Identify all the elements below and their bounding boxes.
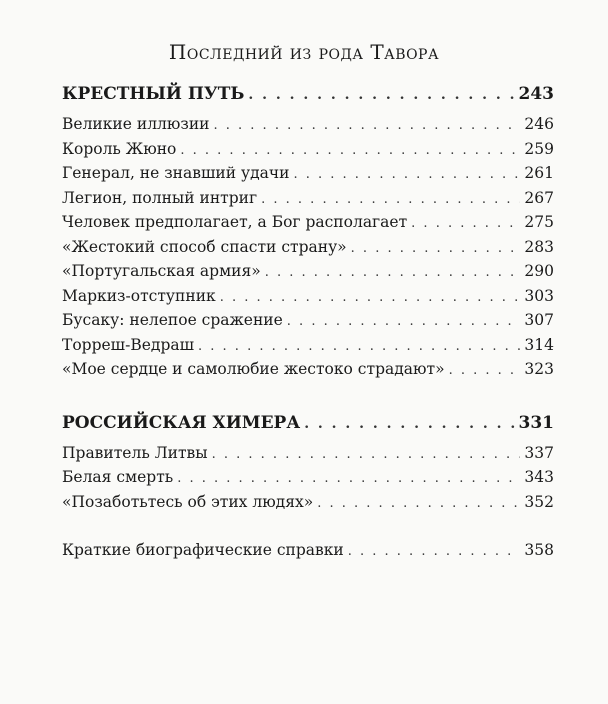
- toc-leader-dots: [265, 265, 521, 280]
- toc-leader-dots: [351, 241, 521, 256]
- toc-leader-dots: [212, 447, 521, 462]
- toc-page-number: 323: [524, 360, 554, 378]
- toc-part-2: [62, 413, 554, 441]
- toc-leader-dots: [304, 416, 514, 432]
- toc-entry-title: Король Жюно: [62, 139, 177, 158]
- toc-entry: [62, 311, 554, 336]
- toc-entry-title: Бусаку: нелепое сражение: [62, 311, 283, 329]
- table-of-contents: [62, 84, 554, 566]
- toc-entry-title: Легион, полный интриг: [62, 188, 258, 207]
- toc-entry-title: Человек предполагает, а Бог располагает: [62, 213, 408, 231]
- toc-page-number: 358: [524, 541, 554, 559]
- toc-page-number: 303: [524, 286, 554, 305]
- toc-entry: [62, 262, 554, 287]
- toc-page-number: 331: [518, 412, 554, 433]
- toc-leader-dots: [177, 471, 520, 486]
- toc-entry: [62, 493, 554, 518]
- toc-entry-title: «Мое сердце и самолюбие жестоко страдают»: [62, 360, 445, 378]
- toc-entry-title: Правитель Литвы: [62, 443, 208, 462]
- toc-page-number: 267: [524, 188, 554, 207]
- toc-entry: [62, 360, 554, 385]
- toc-entry-title: Генерал, не знавший удачи: [62, 164, 290, 182]
- toc-entry-title: Торреш-Ведраш: [62, 335, 195, 354]
- toc-leader-dots: [248, 87, 514, 103]
- toc-entry: [62, 444, 554, 469]
- section-spacer: [62, 385, 554, 413]
- toc-entry: [62, 140, 554, 165]
- toc-entry: [62, 189, 554, 214]
- toc-page-number: 246: [524, 115, 554, 133]
- toc-leader-dots: [287, 314, 521, 329]
- toc-page-number: 243: [518, 84, 554, 104]
- toc-page-number: 337: [524, 443, 554, 462]
- toc-entry: [62, 287, 554, 312]
- toc-page-number: 261: [524, 164, 554, 182]
- toc-entry-title: «Португальская армия»: [62, 262, 261, 280]
- toc-entry: [62, 213, 554, 238]
- toc-entry: [62, 238, 554, 263]
- toc-leader-dots: [317, 496, 520, 511]
- toc-part-title: РОССИЙСКАЯ ХИМЕРА: [62, 412, 301, 433]
- toc-leader-dots: [180, 143, 520, 158]
- toc-leader-dots: [449, 363, 521, 378]
- toc-entry: [62, 164, 554, 189]
- toc-page-number: 283: [524, 237, 554, 256]
- toc-page-number: 307: [524, 311, 554, 329]
- toc-entry: [62, 115, 554, 140]
- toc-entry-title: «Позаботьтесь об этих людях»: [62, 492, 314, 511]
- toc-entry-title: Краткие биографические справки: [62, 541, 344, 559]
- toc-entry-title: Маркиз-отступник: [62, 286, 216, 305]
- toc-page-number: 290: [524, 262, 554, 280]
- toc-part-title: КРЕСТНЫЙ ПУТЬ: [62, 84, 245, 104]
- toc-entry: [62, 336, 554, 361]
- section-spacer: [62, 517, 554, 541]
- toc-page-number: 352: [524, 492, 554, 511]
- toc-entry-title: Белая смерть: [62, 468, 174, 486]
- toc-entry-title: Великие иллюзии: [62, 115, 210, 133]
- toc-entry-title: «Жестокий способ спасти страну»: [62, 237, 347, 256]
- toc-leader-dots: [220, 290, 521, 305]
- toc-appendix: [62, 541, 554, 566]
- page-header: Последний из рода Тавора: [168, 40, 440, 64]
- toc-leader-dots: [348, 544, 521, 559]
- toc-leader-dots: [198, 339, 520, 354]
- toc-page-number: 259: [524, 139, 554, 158]
- toc-part-1: [62, 84, 554, 112]
- toc-page-number: 314: [524, 335, 554, 354]
- toc-leader-dots: [293, 167, 520, 182]
- toc-leader-dots: [411, 216, 520, 231]
- toc-page-number: 343: [524, 468, 554, 486]
- toc-leader-dots: [261, 192, 520, 207]
- toc-entry: [62, 468, 554, 493]
- toc-page-number: 275: [524, 213, 554, 231]
- toc-leader-dots: [214, 118, 521, 133]
